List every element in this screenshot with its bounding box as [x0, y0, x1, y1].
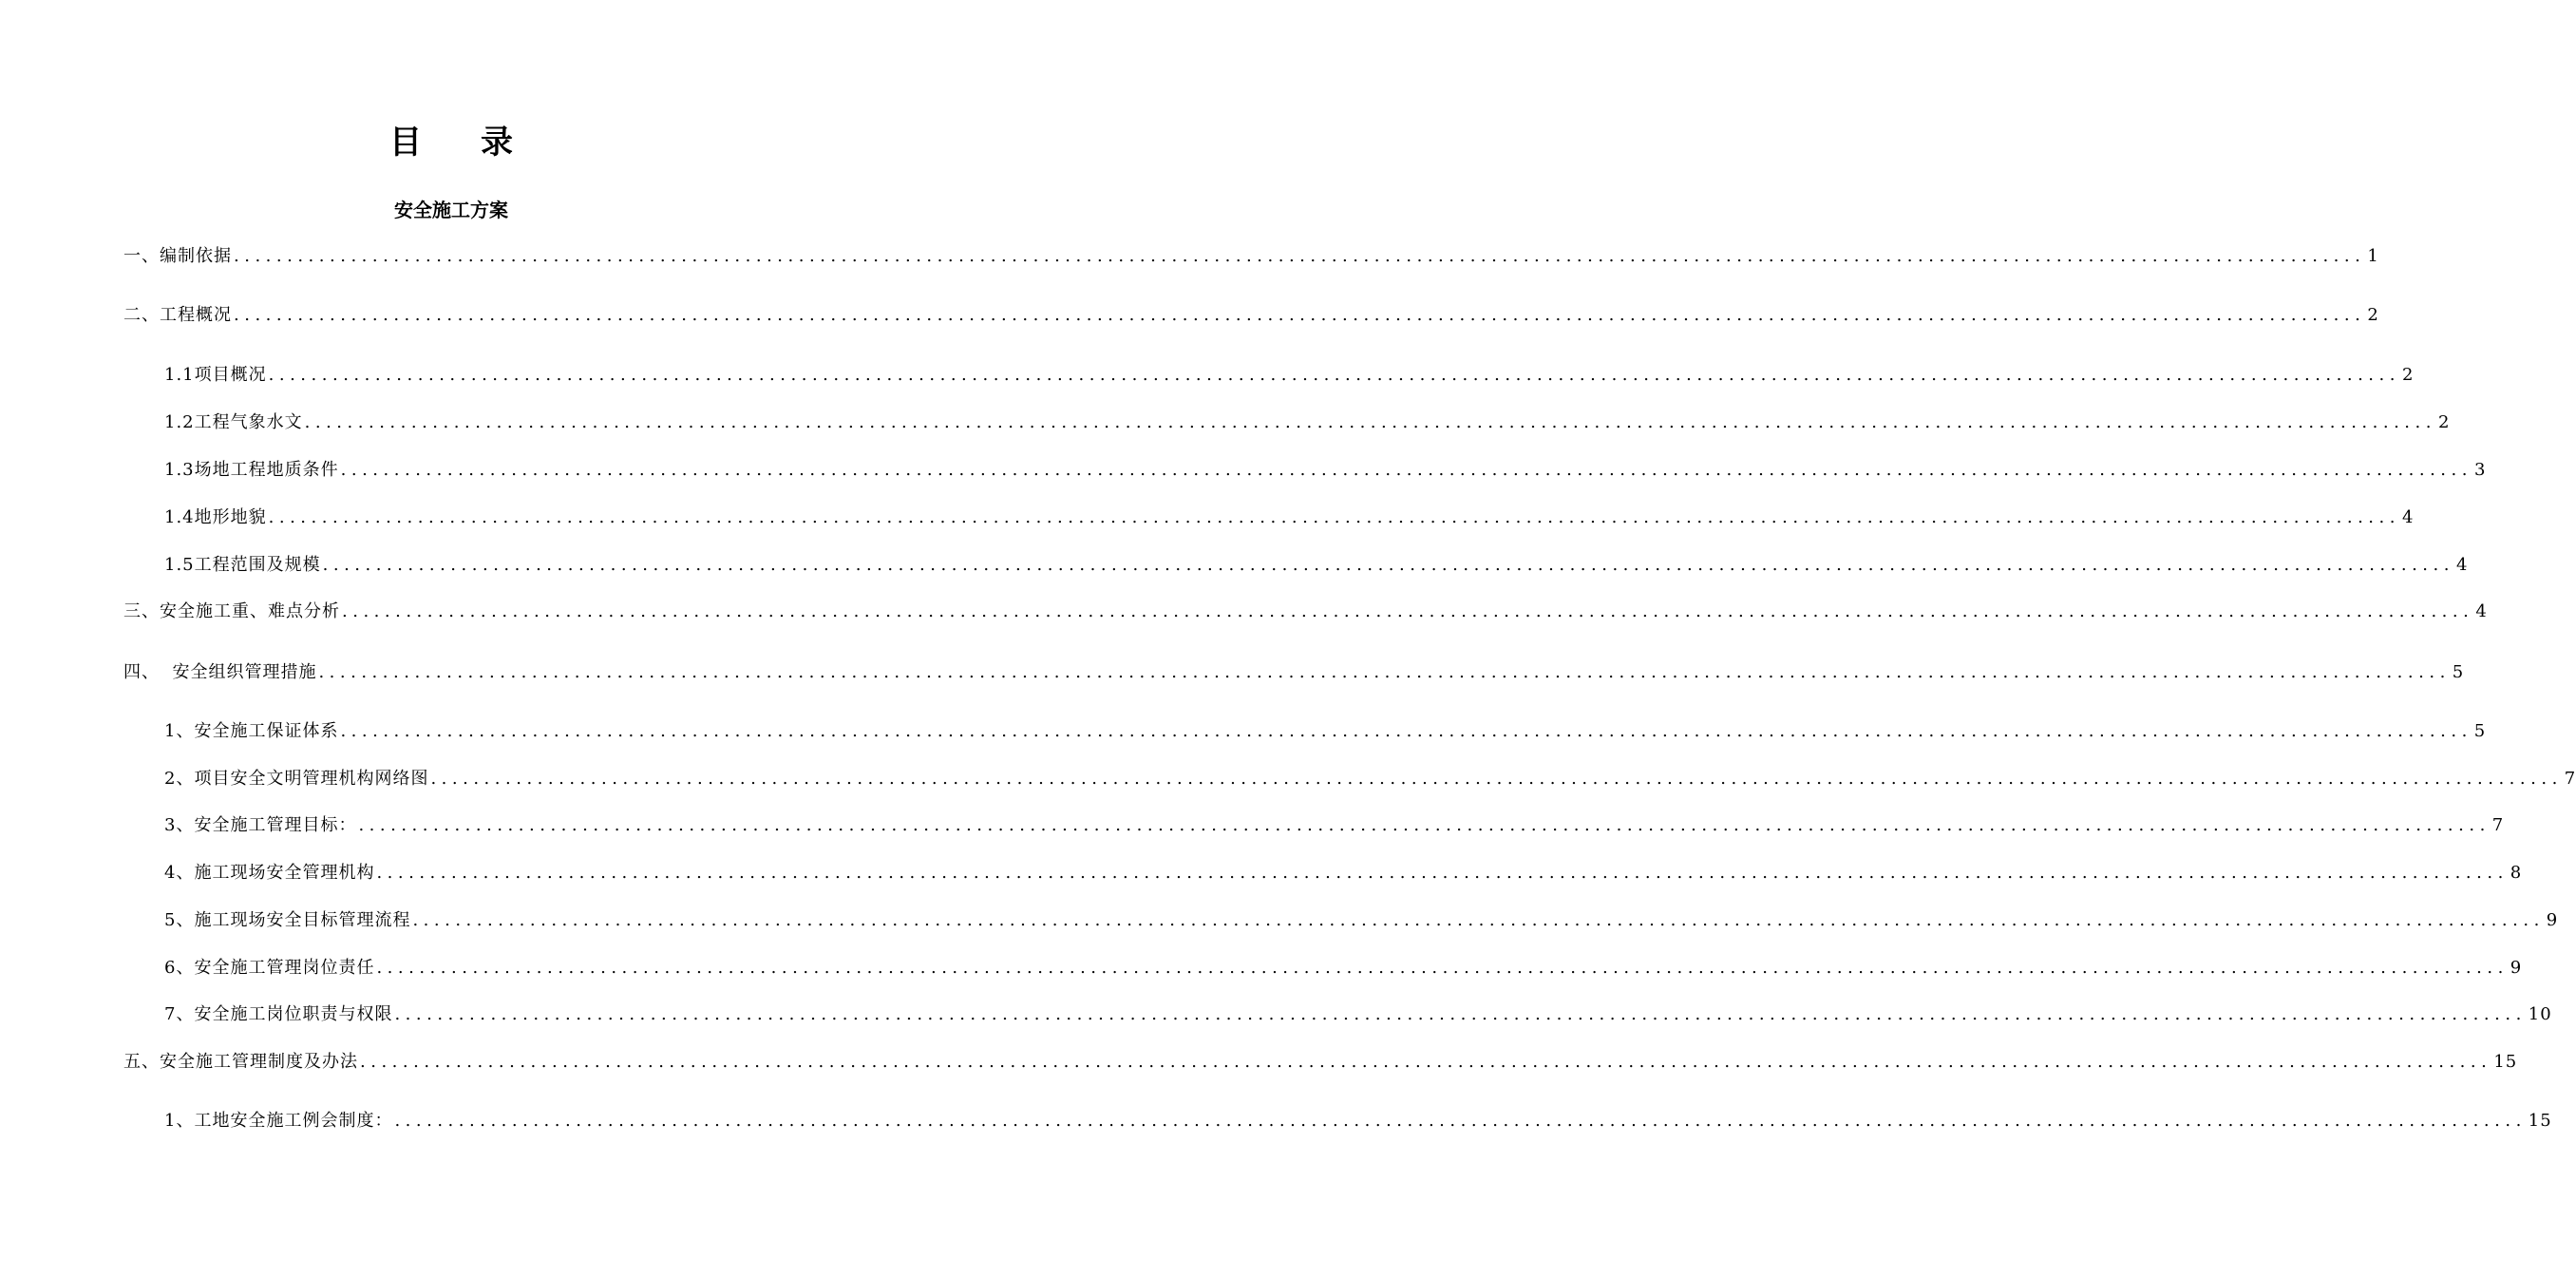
- toc-entry-label: 1、工地安全施工例会制度：: [164, 1111, 393, 1131]
- toc-entry-label: 6、安全施工管理岗位责任: [164, 958, 375, 978]
- toc-entry-label: 1.1项目概况: [164, 365, 267, 385]
- toc-dot-leader: ........................................................................................................................................................................................................: [318, 662, 2451, 682]
- toc-entry[interactable]: [164, 955, 2523, 982]
- toc-entry[interactable]: [164, 552, 2469, 579]
- title-char-1: 目: [389, 124, 422, 162]
- toc-dot-leader: ........................................................................................................................................................................................................: [360, 1052, 2492, 1072]
- toc-entry-page-number: 9: [2510, 958, 2523, 978]
- toc-entry-page-number: 10: [2528, 1004, 2552, 1024]
- toc-entry-page-number: 1: [2367, 246, 2379, 266]
- toc-entry-page-number: 4: [2455, 555, 2469, 575]
- toc-entry[interactable]: [164, 410, 2451, 436]
- toc-entry-label: 一、编制依据: [123, 246, 232, 266]
- toc-entry-page-number: 2: [2437, 412, 2451, 432]
- toc-entry-label: 2、项目安全文明管理机构网络图: [164, 769, 429, 789]
- toc-dot-leader: ........................................................................................................................................................................................................: [234, 305, 2366, 325]
- page-title: [0, 120, 902, 165]
- title-char-2: 录: [481, 124, 513, 162]
- toc-entry-label: 4、施工现场安全管理机构: [164, 863, 375, 883]
- toc-dot-leader: ........................................................................................................................................................................................................: [376, 958, 2509, 978]
- toc-entry-page-number: 8: [2510, 863, 2523, 883]
- toc-entry-label: 三、安全施工重、难点分析: [123, 601, 340, 621]
- toc-entry[interactable]: [164, 362, 2415, 389]
- toc-entry-label: 1、安全施工保证体系: [164, 721, 339, 741]
- toc-dot-leader: ........................................................................................................................................................................................................: [340, 460, 2472, 480]
- toc-entry-label: 二、工程概况: [123, 305, 232, 325]
- toc-entry-page-number: 5: [2452, 662, 2465, 682]
- toc-entry-page-number: 4: [2401, 507, 2415, 527]
- toc-entry-page-number: 15: [2493, 1052, 2518, 1072]
- document-subtitle: 安全施工方案: [394, 199, 508, 221]
- toc-dot-leader: ........................................................................................................................................................................................................: [268, 365, 2400, 385]
- toc-entry[interactable]: [164, 505, 2415, 531]
- toc-entry-page-number: 7: [2564, 769, 2576, 789]
- toc-entry[interactable]: [123, 1049, 2518, 1076]
- toc-entry-label: 1.4地形地貌: [164, 507, 267, 527]
- toc-entry-label: 四、 安全组织管理措施: [123, 662, 317, 682]
- toc-entry-page-number: 3: [2473, 460, 2487, 480]
- toc-entry[interactable]: [164, 718, 2487, 745]
- toc-entry[interactable]: [164, 812, 2505, 839]
- toc-entry-label: 1.3场地工程地质条件: [164, 460, 339, 480]
- toc-dot-leader: ........................................................................................................................................................................................................: [358, 815, 2491, 835]
- toc-dot-leader: ........................................................................................................................................................................................................: [394, 1111, 2527, 1131]
- toc-entry[interactable]: [123, 243, 2379, 270]
- toc-entry-page-number: 15: [2528, 1111, 2552, 1131]
- toc-entry-label: 1.5工程范围及规模: [164, 555, 321, 575]
- toc-entry-page-number: 7: [2491, 815, 2505, 835]
- toc-dot-leader: ........................................................................................................................................................................................................: [376, 863, 2509, 883]
- toc-dot-leader: ........................................................................................................................................................................................................: [430, 769, 2563, 789]
- toc-entry-page-number: 2: [2367, 305, 2379, 325]
- toc-dot-leader: ........................................................................................................................................................................................................: [340, 721, 2472, 741]
- toc-entry[interactable]: [164, 907, 2559, 934]
- toc-dot-leader: ........................................................................................................................................................................................................: [412, 910, 2545, 930]
- toc-entry-page-number: 4: [2475, 601, 2488, 621]
- toc-entry-label: 5、施工现场安全目标管理流程: [164, 910, 411, 930]
- toc-dot-leader: ........................................................................................................................................................................................................: [304, 412, 2436, 432]
- toc-entry[interactable]: [164, 766, 2576, 792]
- toc-dot-leader: ........................................................................................................................................................................................................: [394, 1004, 2527, 1024]
- toc-dot-leader: ........................................................................................................................................................................................................: [342, 601, 2474, 621]
- toc-entry-label: 3、安全施工管理目标：: [164, 815, 357, 835]
- toc-dot-leader: ........................................................................................................................................................................................................: [322, 555, 2454, 575]
- toc-entry-label: 7、安全施工岗位职责与权限: [164, 1004, 393, 1024]
- toc-entry-page-number: 9: [2546, 910, 2559, 930]
- toc-entry-page-number: 5: [2473, 721, 2487, 741]
- toc-dot-leader: ........................................................................................................................................................................................................: [268, 507, 2400, 527]
- toc-dot-leader: ........................................................................................................................................................................................................: [234, 246, 2366, 266]
- toc-entry[interactable]: [123, 659, 2465, 686]
- toc-entry-label: 1.2工程气象水文: [164, 412, 303, 432]
- toc-entry-page-number: 2: [2401, 365, 2415, 385]
- toc-entry[interactable]: [123, 599, 2488, 625]
- toc-entry[interactable]: [164, 860, 2523, 886]
- toc-entry[interactable]: [164, 457, 2487, 484]
- toc-entry[interactable]: [164, 1001, 2552, 1028]
- toc-entry[interactable]: [164, 1108, 2552, 1134]
- toc-entry-label: 五、安全施工管理制度及办法: [123, 1052, 358, 1072]
- toc-entry[interactable]: [123, 302, 2379, 329]
